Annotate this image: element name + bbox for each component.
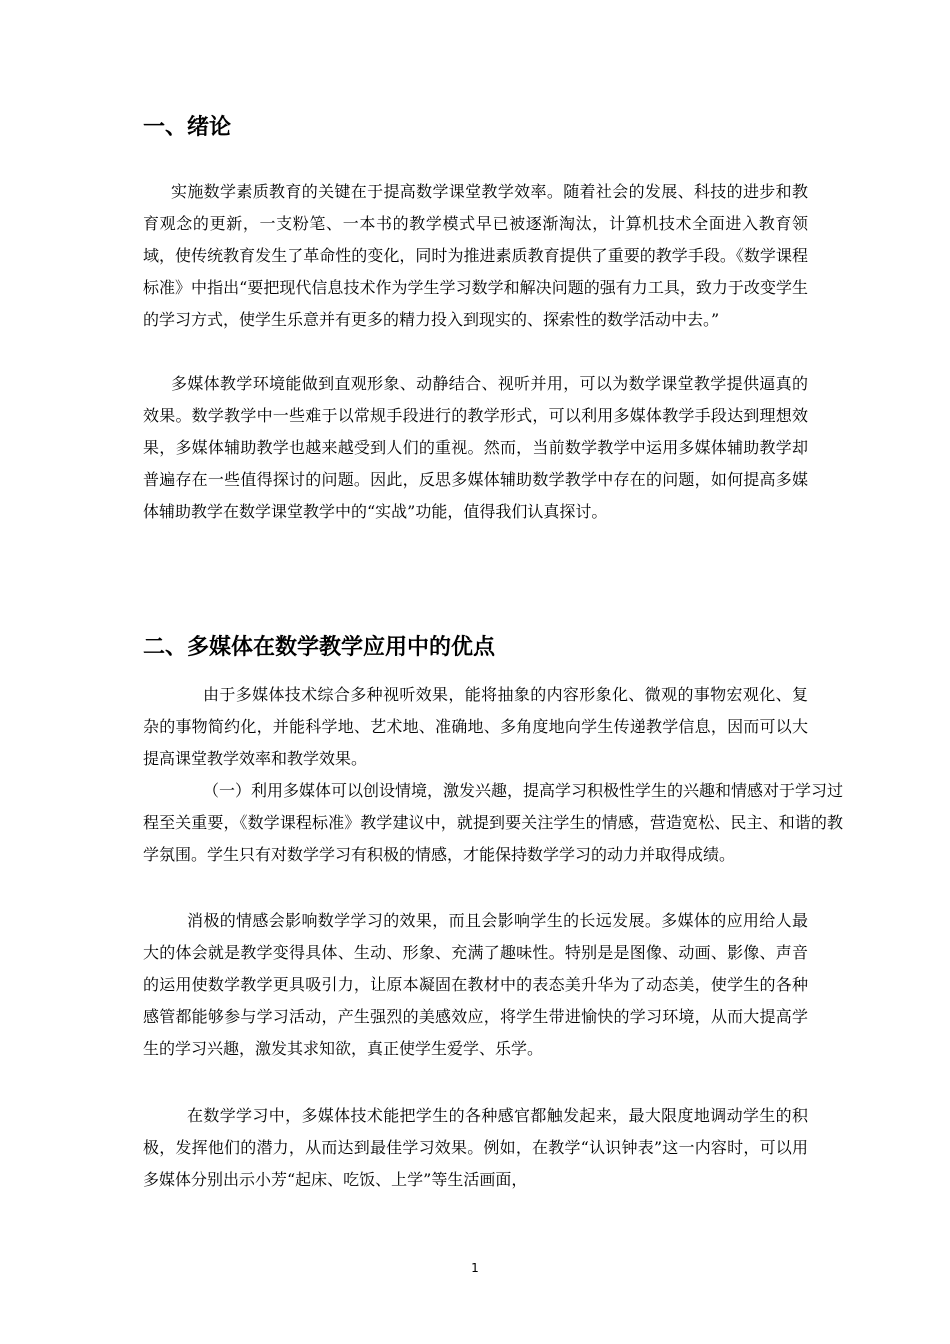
paragraph: 由于多媒体技术综合多种视听效果，能将抽象的内容形象化、微观的事物宏观化、复杂的事物简约化，并能科学地、艺术地、准确地、多角度地向学生传递教学信息，因而可以大提高课堂教学效率和教学效果。	[143, 685, 808, 768]
section-title-introduction: 一、绪论	[143, 115, 232, 140]
section-title-advantages: 二、多媒体在数学教学应用中的优点	[143, 635, 496, 660]
paragraph: （一）利用多媒体可以创设情境，激发兴趣，提高学习积极性学生的兴趣和情感对于学习过程至关重要，《数学课程标准》教学建议中，就提到要关注学生的情感，营造宽松、民主、和谐的教学氛围。学生只有对数学学习有积极的情感，才能保持数学学习的动力并取得成绩。	[143, 781, 844, 864]
paragraph: 实施数学素质教育的关键在于提高数学课堂教学效率。随着社会的发展、科技的进步和教育观念的更新，一支粉笔、一本书的教学模式早已被逐渐淘汰，计算机技术全面进入教育领域，使传统教育发生了革命性的变化，同时为推进素质教育提供了重要的教学手段。《数学课程标准》中指出“要把现代信息技术作为学生学习数学和解决问题的强有力工具，致力于改变学生的学习方式，使学生乐意并有更多的精力投入到现实的、探索性的数学活动中去。”	[143, 182, 808, 329]
paragraph: 在数学学习中，多媒体技术能把学生的各种感官都触发起来，最大限度地调动学生的积极，发挥他们的潜力，从而达到最佳学习效果。例如，在教学“认识钟表”这一内容时，可以用多媒体分别出示小芳“起床、吃饭、上学”等生活画面，	[143, 1106, 808, 1189]
page-number: 1	[471, 1261, 479, 1275]
paragraph: 消极的情感会影响数学学习的效果，而且会影响学生的长远发展。多媒体的应用给人最大的体会就是教学变得具体、生动、形象、充满了趣味性。特别是是图像、动画、影像、声音的运用使数学教学更具吸引力，让原本凝固在教材中的表态美升华为了动态美，使学生的各种感管都能够参与学习活动，产生强烈的美感效应，将学生带进愉快的学习环境，从而大提高学生的学习兴趣，激发其求知欲，真正使学生爱学、乐学。	[143, 911, 808, 1058]
paragraph: 多媒体教学环境能做到直观形象、动静结合、视听并用，可以为数学课堂教学提供逼真的效果。数学教学中一些难于以常规手段进行的教学形式，可以利用多媒体教学手段达到理想效果，多媒体辅助教学也越来越受到人们的重视。然而，当前数学教学中运用多媒体辅助教学却普遍存在一些值得探讨的问题。因此，反思多媒体辅助数学教学中存在的问题，如何提高多媒体辅助教学在数学课堂教学中的“实战”功能，值得我们认真探讨。	[143, 374, 808, 521]
